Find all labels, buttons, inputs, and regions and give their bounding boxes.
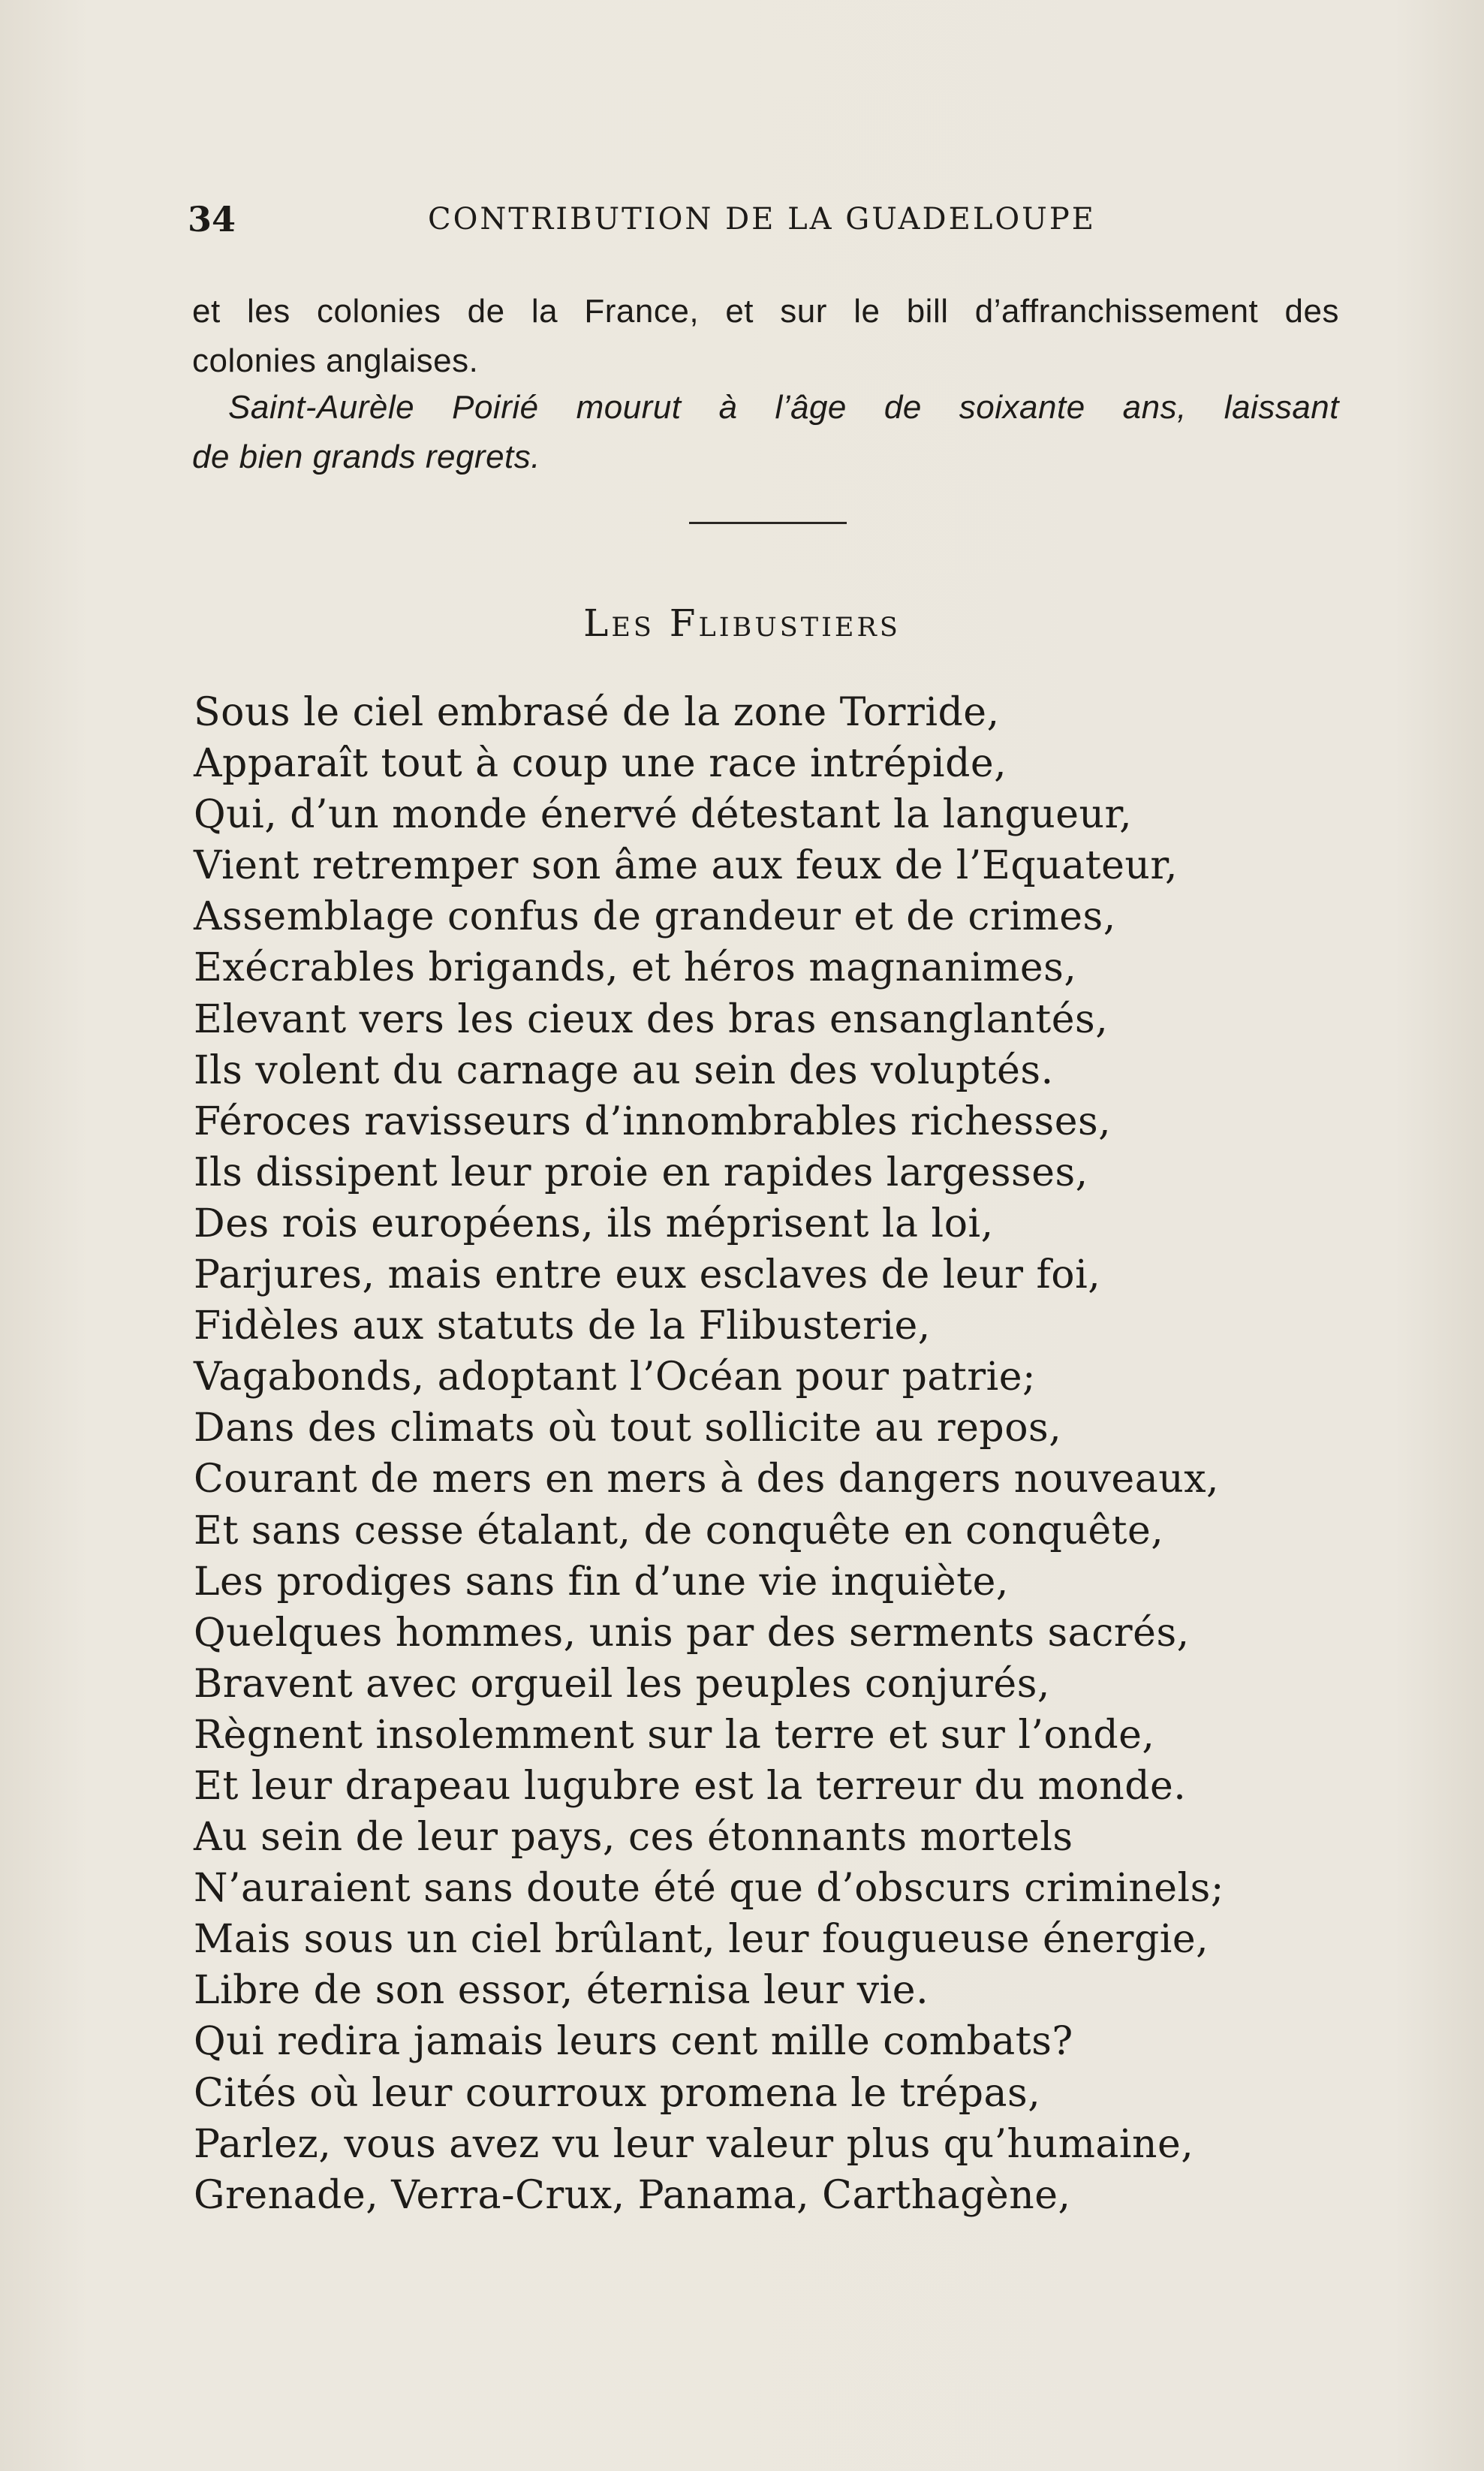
- poem-line: Et leur drapeau lugubre est la terreur du monde.: [194, 1763, 1187, 1809]
- paragraph-line: colonies anglaises.: [192, 342, 479, 379]
- poem-line: Vient retremper son âme aux feux de l’Equateur,: [194, 843, 1178, 889]
- poem: [194, 687, 1365, 2221]
- poem-line: Les prodiges sans fin d’une vie inquiète,: [194, 1559, 1009, 1605]
- poem-line: Parlez, vous avez vu leur valeur plus qu’humaine,: [194, 2121, 1194, 2167]
- poem-line: N’auraient sans doute été que d’obscurs criminels;: [194, 1866, 1224, 1912]
- running-head: CONTRIBUTION DE LA GUADELOUPE: [428, 202, 1097, 237]
- poem-line: Apparaît tout à coup une race intrépide,: [194, 741, 1007, 787]
- poem-line: Assemblage confus de grandeur et de crimes,: [194, 894, 1116, 940]
- section-divider: [689, 522, 847, 524]
- poem-line: Ils volent du carnage au sein des voluptés.: [194, 1047, 1054, 1093]
- paragraph-line: Saint-Aurèle Poirié mourut à l’âge de soixante ans, laissant: [228, 389, 1339, 426]
- paragraph-line: de bien grands regrets.: [192, 438, 541, 475]
- poem-line: Mais sous un ciel brûlant, leur fougueuse énergie,: [194, 1917, 1209, 1963]
- poem-line: Vagabonds, adoptant l’Océan pour patrie;: [194, 1355, 1037, 1400]
- poem-line: Parjures, mais entre eux esclaves de leur foi,: [194, 1252, 1101, 1298]
- section-title: Les Flibustiers: [583, 601, 901, 645]
- poem-line: Fidèles aux statuts de la Flibusterie,: [194, 1303, 931, 1349]
- closing-italic-paragraph: [192, 383, 1339, 482]
- poem-line: Qui, d’un monde énervé détestant la langueur,: [194, 792, 1133, 838]
- poem-line: Bravent avec orgueil les peuples conjurés,: [194, 1661, 1050, 1707]
- poem-line: Féroces ravisseurs d’innombrables richesses,: [194, 1098, 1112, 1144]
- poem-line: Des rois européens, ils méprisent la loi,: [194, 1201, 994, 1246]
- poem-line: Libre de son essor, éternisa leur vie.: [194, 1968, 929, 2014]
- poem-line: Sous le ciel embrasé de la zone Torride,: [194, 690, 1000, 735]
- poem-line: Règnent insolemment sur la terre et sur l’onde,: [194, 1712, 1155, 1758]
- poem-line: Au sein de leur pays, ces étonnants mortels: [194, 1815, 1073, 1861]
- poem-line: Ils dissipent leur proie en rapides largesses,: [194, 1150, 1088, 1195]
- poem-line: Grenade, Verra-Crux, Panama, Carthagène,: [194, 2172, 1071, 2218]
- page-number: 34: [188, 199, 236, 240]
- poem-line: Qui redira jamais leurs cent mille combats?: [194, 2019, 1073, 2065]
- poem-line: Courant de mers en mers à des dangers nouveaux,: [194, 1457, 1220, 1502]
- continuation-paragraph: [192, 287, 1339, 386]
- poem-line: Elevant vers les cieux des bras ensanglantés,: [194, 996, 1109, 1042]
- paragraph-line: et les colonies de la France, et sur le bill d’affranchissement des: [192, 293, 1339, 330]
- page-header: [188, 197, 1336, 242]
- poem-line: Dans des climats où tout sollicite au repos,: [194, 1406, 1062, 1451]
- poem-line: Exécrables brigands, et héros magnanimes,: [194, 945, 1077, 991]
- poem-line: Quelques hommes, unis par des serments sacrés,: [194, 1610, 1190, 1656]
- poem-line: Cités où leur courroux promena le trépas,: [194, 2070, 1041, 2116]
- poem-line: Et sans cesse étalant, de conquête en conquête,: [194, 1508, 1164, 1553]
